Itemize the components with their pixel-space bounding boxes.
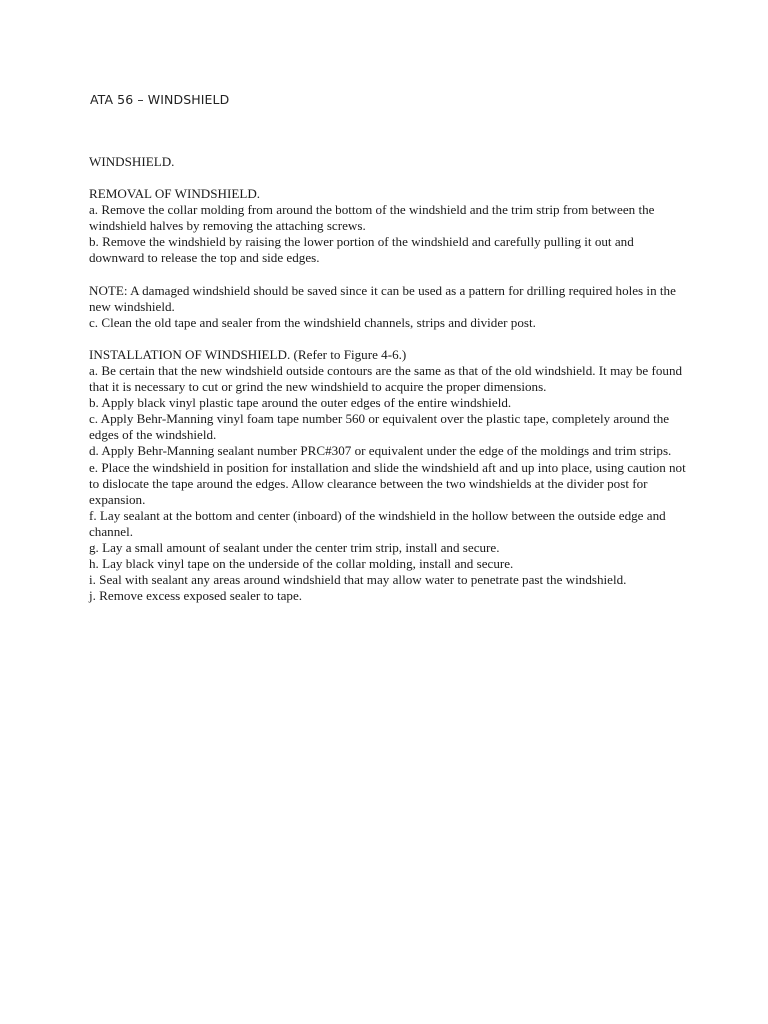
removal-step-c: c. Clean the old tape and sealer from the windshield channels, strips and divider post. <box>89 314 536 330</box>
installation-heading: INSTALLATION OF WINDSHIELD. (Refer to Figure 4-6.) <box>89 346 407 362</box>
installation-step-e: e. Place the windshield in position for installation and slide the windshield aft and up into place, using caution not to dislocate the tape around the edges. Allow clearance between the two windshields at the divider post for expansion. <box>89 459 686 507</box>
installation-step-a: a. Be certain that the new windshield outside contours are the same as that of the old windshield. It may be found that it is necessary to cut or grind the new windshield to acquire the proper dimensions. <box>89 362 683 395</box>
installation-step-c: c. Apply Behr-Manning vinyl foam tape number 560 or equivalent over the plastic tape, completely around the edges of the windshield. <box>89 411 670 443</box>
installation-step-h: h. Lay black vinyl tape on the underside of the collar molding, install and secure. <box>89 556 514 572</box>
installation-step-b: b. Apply black vinyl plastic tape around the outer edges of the entire windshield. <box>89 395 512 411</box>
removal-step-a: a. Remove the collar molding from around the bottom of the windshield and the trim strip from between the windshield halves by removing the attaching screws. <box>89 202 655 234</box>
note-text: NOTE: A damaged windshield should be saved since it can be used as a pattern for drilling required holes in the new windshield. <box>89 282 676 314</box>
page-header: ATA 56 – WINDSHIELD <box>90 92 230 107</box>
installation-step-j: j. Remove excess exposed sealer to tape. <box>89 588 303 604</box>
section-title: WINDSHIELD. <box>89 154 175 169</box>
installation-step-i: i. Seal with sealant any areas around windshield that may allow water to penetrate past the windshield. <box>89 572 627 588</box>
document-body <box>89 154 689 604</box>
removal-heading: REMOVAL OF WINDSHIELD. <box>89 186 261 202</box>
installation-step-d: d. Apply Behr-Manning sealant number PRC#307 or equivalent under the edge of the moldings and trim strips. <box>89 443 672 459</box>
removal-step-b: b. Remove the windshield by raising the lower portion of the windshield and carefully pulling it out and downward to release the top and side edges. <box>89 234 634 266</box>
installation-step-g: g. Lay a small amount of sealant under the center trim strip, install and secure. <box>89 539 500 555</box>
installation-step-f: f. Lay sealant at the bottom and center (inboard) of the windshield in the hollow between the outside edge and channel. <box>89 507 666 539</box>
